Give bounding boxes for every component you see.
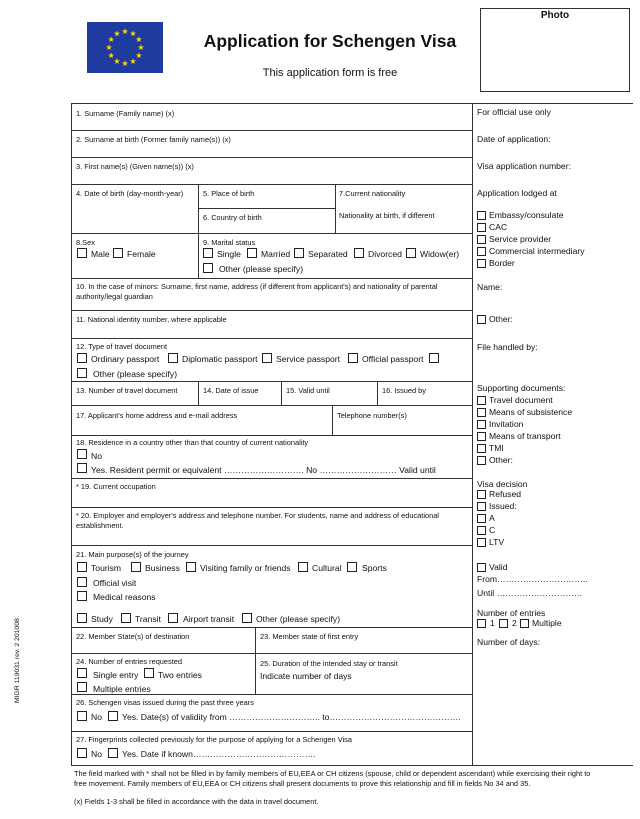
doc-service-checkbox[interactable] xyxy=(262,353,272,363)
official-file-handled-by: File handled by: xyxy=(477,342,538,352)
field-7-label: 7.Current nationality xyxy=(339,189,406,198)
decision-refused-checkbox[interactable] xyxy=(477,490,486,499)
decision-a-label: A xyxy=(489,513,495,523)
decision-issued-label: Issued: xyxy=(489,501,517,511)
purpose-tourism-checkbox[interactable] xyxy=(77,562,87,572)
official-number-of-entries: Number of entries xyxy=(477,608,546,618)
lodged-other-label: Other: xyxy=(489,314,513,324)
flag-star-icon xyxy=(136,52,142,58)
purpose-cultural-label: Cultural xyxy=(312,563,342,573)
photo-label: Photo xyxy=(540,10,570,21)
purpose-sports-checkbox[interactable] xyxy=(347,562,357,572)
entries-two-label: Two entries xyxy=(158,670,202,680)
lodged-service-provider-label: Service provider xyxy=(489,234,552,244)
lodged-other-checkbox[interactable] xyxy=(477,315,486,324)
entries-multiple-label-official: Multiple xyxy=(532,618,562,628)
doc-other-label: Other (please specify) xyxy=(93,369,178,379)
schengen-yes-checkbox[interactable] xyxy=(108,711,118,721)
field-9-label: 9. Marital status xyxy=(203,238,256,247)
fingerprints-yes-label: Yes. Date if known……………………………………. xyxy=(122,749,316,759)
field-10-label: 10. In the case of minors: Surname, first name, address (if different from applicant's) and nationality of parental authority/legal guardian xyxy=(76,282,438,301)
purpose-tourism-label: Tourism xyxy=(91,563,122,573)
eu-stars-icon xyxy=(87,22,163,73)
sex-male-checkbox[interactable] xyxy=(77,248,87,258)
entries-2-checkbox[interactable] xyxy=(499,619,508,628)
lodged-border-label: Border xyxy=(489,258,515,268)
field-5-label: 5. Place of birth xyxy=(203,189,255,198)
purpose-study-checkbox[interactable] xyxy=(77,613,87,623)
doc-service-label: Service passport xyxy=(276,354,341,364)
schengen-no-label: No xyxy=(91,712,102,722)
lodged-embassy-checkbox[interactable] xyxy=(477,211,486,220)
entries-single-label: Single entry xyxy=(93,670,139,680)
entries-two-checkbox[interactable] xyxy=(144,668,154,678)
purpose-medical-label: Medical reasons xyxy=(93,592,156,602)
support-invitation-checkbox[interactable] xyxy=(477,420,486,429)
support-tmi-label: TMI xyxy=(489,443,504,453)
flag-star-icon xyxy=(108,36,114,42)
form-title: Application for Schengen Visa xyxy=(203,31,457,51)
field-17-telephone-label: Telephone number(s) xyxy=(337,411,407,420)
sex-male-label: Male xyxy=(91,249,110,259)
field-24-label: 24. Number of entries requested xyxy=(76,657,182,666)
lodged-cac-checkbox[interactable] xyxy=(477,223,486,232)
field-4-label: 4. Date of birth (day-month-year) xyxy=(76,189,184,198)
official-supporting-docs: Supporting documents: xyxy=(477,383,566,393)
support-subsistence-label: Means of subsistence xyxy=(489,407,573,417)
marital-married-label: Married xyxy=(261,249,291,259)
marital-widow-label: Widow(er) xyxy=(420,249,460,259)
field-2-label: 2. Surname at birth (Former family name(s)) (x) xyxy=(76,135,231,144)
decision-from-label: From………………………….. xyxy=(477,574,588,584)
marital-widow-checkbox[interactable] xyxy=(406,248,416,258)
field-25-days-label: Indicate number of days xyxy=(260,671,352,681)
schengen-yes-label: Yes. Date(s) of validity from ………………………….. to………………………………………. xyxy=(122,712,461,722)
purpose-official-checkbox[interactable] xyxy=(77,577,87,587)
marital-single-checkbox[interactable] xyxy=(203,248,213,258)
lodged-service-provider-checkbox[interactable] xyxy=(477,235,486,244)
marital-separated-checkbox[interactable] xyxy=(294,248,304,258)
doc-diplomatic-checkbox[interactable] xyxy=(168,353,178,363)
entries-multiple-label: Multiple entries xyxy=(93,684,151,694)
official-visa-app-number: Visa application number: xyxy=(477,161,571,171)
field-12-label: 12. Type of travel document xyxy=(76,342,168,351)
flag-star-icon xyxy=(108,52,114,58)
field-21-label: 21. Main purpose(s) of the journey xyxy=(76,550,189,559)
purpose-visiting-label: Visiting family or friends xyxy=(200,563,291,573)
entries-single-checkbox[interactable] xyxy=(77,668,87,678)
field-17-label: 17. Applicant's home address and e-mail address xyxy=(76,411,238,420)
decision-ltv-label: LTV xyxy=(489,537,505,547)
field-22-label: 22. Member State(s) of destination xyxy=(76,632,190,641)
official-number-of-days: Number of days: xyxy=(477,637,541,647)
schengen-no-checkbox[interactable] xyxy=(77,711,87,721)
decision-c-checkbox[interactable] xyxy=(477,526,486,535)
form-subtitle: This application form is free xyxy=(262,67,398,79)
entries-2-label: 2 xyxy=(512,618,517,628)
field-3-label: 3. First name(s) (Given name(s)) (x) xyxy=(76,162,194,171)
decision-valid-label: Valid xyxy=(489,562,508,572)
marital-married-checkbox[interactable] xyxy=(247,248,257,258)
field-20-label: * 20. Employer and employer's address and telephone number. For students, name and address of educational establishment. xyxy=(76,511,439,530)
doc-extra-checkbox[interactable] xyxy=(429,353,439,363)
purpose-cultural-checkbox[interactable] xyxy=(298,562,308,572)
official-name-label: Name: xyxy=(477,282,503,292)
field-18-label: 18. Residence in a country other than that country of current nationality xyxy=(76,438,309,447)
official-use-title: For official use only xyxy=(477,107,551,117)
flag-star-icon xyxy=(138,44,144,50)
flag-star-icon xyxy=(122,28,128,34)
field-27-label: 27. Fingerprints collected previously for the purpose of applying for a Schengen Visa xyxy=(76,735,352,744)
sex-female-label: Female xyxy=(127,249,156,259)
field-8-label: 8.Sex xyxy=(76,238,95,247)
fingerprints-no-checkbox[interactable] xyxy=(77,748,87,758)
decision-refused-label: Refused xyxy=(489,489,522,499)
field-11-label: 11. National identity number, where applicable xyxy=(76,315,227,324)
marital-single-label: Single xyxy=(217,249,241,259)
lodged-commercial-label: Commercial intermediary xyxy=(489,246,585,256)
marital-separated-label: Separated xyxy=(308,249,348,259)
decision-until-label: Until ………………………… xyxy=(477,588,583,598)
marital-divorced-label: Divorced xyxy=(368,249,402,259)
entries-multiple-checkbox[interactable] xyxy=(77,682,87,692)
form-reference-number: MIGR 119031 rev. 2 201008 xyxy=(14,618,21,703)
flag-star-icon xyxy=(130,58,136,64)
support-subsistence-checkbox[interactable] xyxy=(477,408,486,417)
official-visa-decision: Visa decision xyxy=(477,479,528,489)
residence-no-label: No xyxy=(91,451,102,461)
marital-other-checkbox[interactable] xyxy=(203,263,213,273)
purpose-medical-checkbox[interactable] xyxy=(77,591,87,601)
support-invitation-label: Invitation xyxy=(489,419,524,429)
support-travel-doc-checkbox[interactable] xyxy=(477,396,486,405)
field-6-label: 6. Country of birth xyxy=(203,213,262,222)
doc-diplomatic-label: Diplomatic passport xyxy=(182,354,258,364)
lodged-border-checkbox[interactable] xyxy=(477,259,486,268)
flag-star-icon xyxy=(114,58,120,64)
support-other-label: Other: xyxy=(489,455,513,465)
sex-female-checkbox[interactable] xyxy=(113,248,123,258)
residence-yes-label: Yes. Resident permit or equivalent ………………………. No ……………………… Valid until xyxy=(91,465,436,475)
field-16-label: 16. Issued by xyxy=(382,386,426,395)
support-transport-label: Means of transport xyxy=(489,431,561,441)
field-14-label: 14. Date of issue xyxy=(203,386,259,395)
flag-star-icon xyxy=(122,60,128,66)
purpose-visiting-checkbox[interactable] xyxy=(186,562,196,572)
field-7b-label: Nationality at birth, if different xyxy=(339,211,435,220)
purpose-transit-label: Transit xyxy=(135,614,161,624)
flag-star-icon xyxy=(114,30,120,36)
decision-valid-checkbox[interactable] xyxy=(477,563,486,572)
doc-official-label: Official passport xyxy=(362,354,424,364)
field-23-label: 23. Member state of first entry xyxy=(260,632,359,641)
entries-multiple-checkbox-official[interactable] xyxy=(520,619,529,628)
lodged-commercial-checkbox[interactable] xyxy=(477,247,486,256)
purpose-study-label: Study xyxy=(91,614,113,624)
purpose-other-checkbox[interactable] xyxy=(242,613,252,623)
purpose-airport-checkbox[interactable] xyxy=(168,613,178,623)
purpose-other-label: Other (please specify) xyxy=(256,614,341,624)
residence-yes-checkbox[interactable] xyxy=(77,463,87,473)
doc-ordinary-label: Ordinary passport xyxy=(91,354,160,364)
purpose-official-label: Official visit xyxy=(93,578,137,588)
purpose-business-label: Business xyxy=(145,563,180,573)
decision-issued-checkbox[interactable] xyxy=(477,502,486,511)
decision-c-label: C xyxy=(489,525,496,535)
flag-star-icon xyxy=(130,30,136,36)
field-26-label: 26. Schengen visas issued during the past three years xyxy=(76,698,254,707)
field-1-label: 1. Surname (Family name) (x) xyxy=(76,109,175,118)
fingerprints-yes-checkbox[interactable] xyxy=(108,748,118,758)
fingerprints-no-label: No xyxy=(91,749,102,759)
official-date-of-application: Date of application: xyxy=(477,134,551,144)
support-transport-checkbox[interactable] xyxy=(477,432,486,441)
support-travel-doc-label: Travel document xyxy=(489,395,553,405)
marital-other-label: Other (please specify) xyxy=(219,264,304,274)
doc-ordinary-checkbox[interactable] xyxy=(77,353,87,363)
flag-star-icon xyxy=(106,44,112,50)
flag-star-icon xyxy=(136,36,142,42)
official-lodged-at: Application lodged at xyxy=(477,188,557,198)
purpose-airport-label: Airport transit xyxy=(183,614,235,624)
eu-flag-logo xyxy=(87,22,163,73)
footer-fields-note: (x) Fields 1-3 shall be filled in accordance with the data in travel document. xyxy=(74,797,319,806)
doc-official-checkbox[interactable] xyxy=(348,353,358,363)
purpose-sports-label: Sports xyxy=(362,563,387,573)
entries-1-label: 1 xyxy=(490,618,495,628)
residence-no-checkbox[interactable] xyxy=(77,449,87,459)
doc-other-checkbox[interactable] xyxy=(77,368,87,378)
purpose-transit-checkbox[interactable] xyxy=(121,613,131,623)
field-25-label: 25. Duration of the intended stay or transit xyxy=(260,659,398,668)
support-other-checkbox[interactable] xyxy=(477,456,486,465)
purpose-business-checkbox[interactable] xyxy=(131,562,141,572)
entries-1-checkbox[interactable] xyxy=(477,619,486,628)
lodged-embassy-label: Embassy/consulate xyxy=(489,210,564,220)
decision-ltv-checkbox[interactable] xyxy=(477,538,486,547)
lodged-cac-label: CAC xyxy=(489,222,508,232)
footer-note: The field marked with * shall not be filled in by family members of EU,EEA or CH citizens (spouse, child or dependent ascendant) while exercising their right to free movement. Family members of EU,EEA or CH citizens shall present documents to prove this relationship and fill in fields No 34 and 35. xyxy=(74,769,591,788)
support-tmi-checkbox[interactable] xyxy=(477,444,486,453)
marital-divorced-checkbox[interactable] xyxy=(354,248,364,258)
decision-a-checkbox[interactable] xyxy=(477,514,486,523)
field-19-label: * 19. Current occupation xyxy=(76,482,156,491)
field-13-label: 13. Number of travel document xyxy=(76,386,178,395)
field-15-label: 15. Valid until xyxy=(286,386,330,395)
